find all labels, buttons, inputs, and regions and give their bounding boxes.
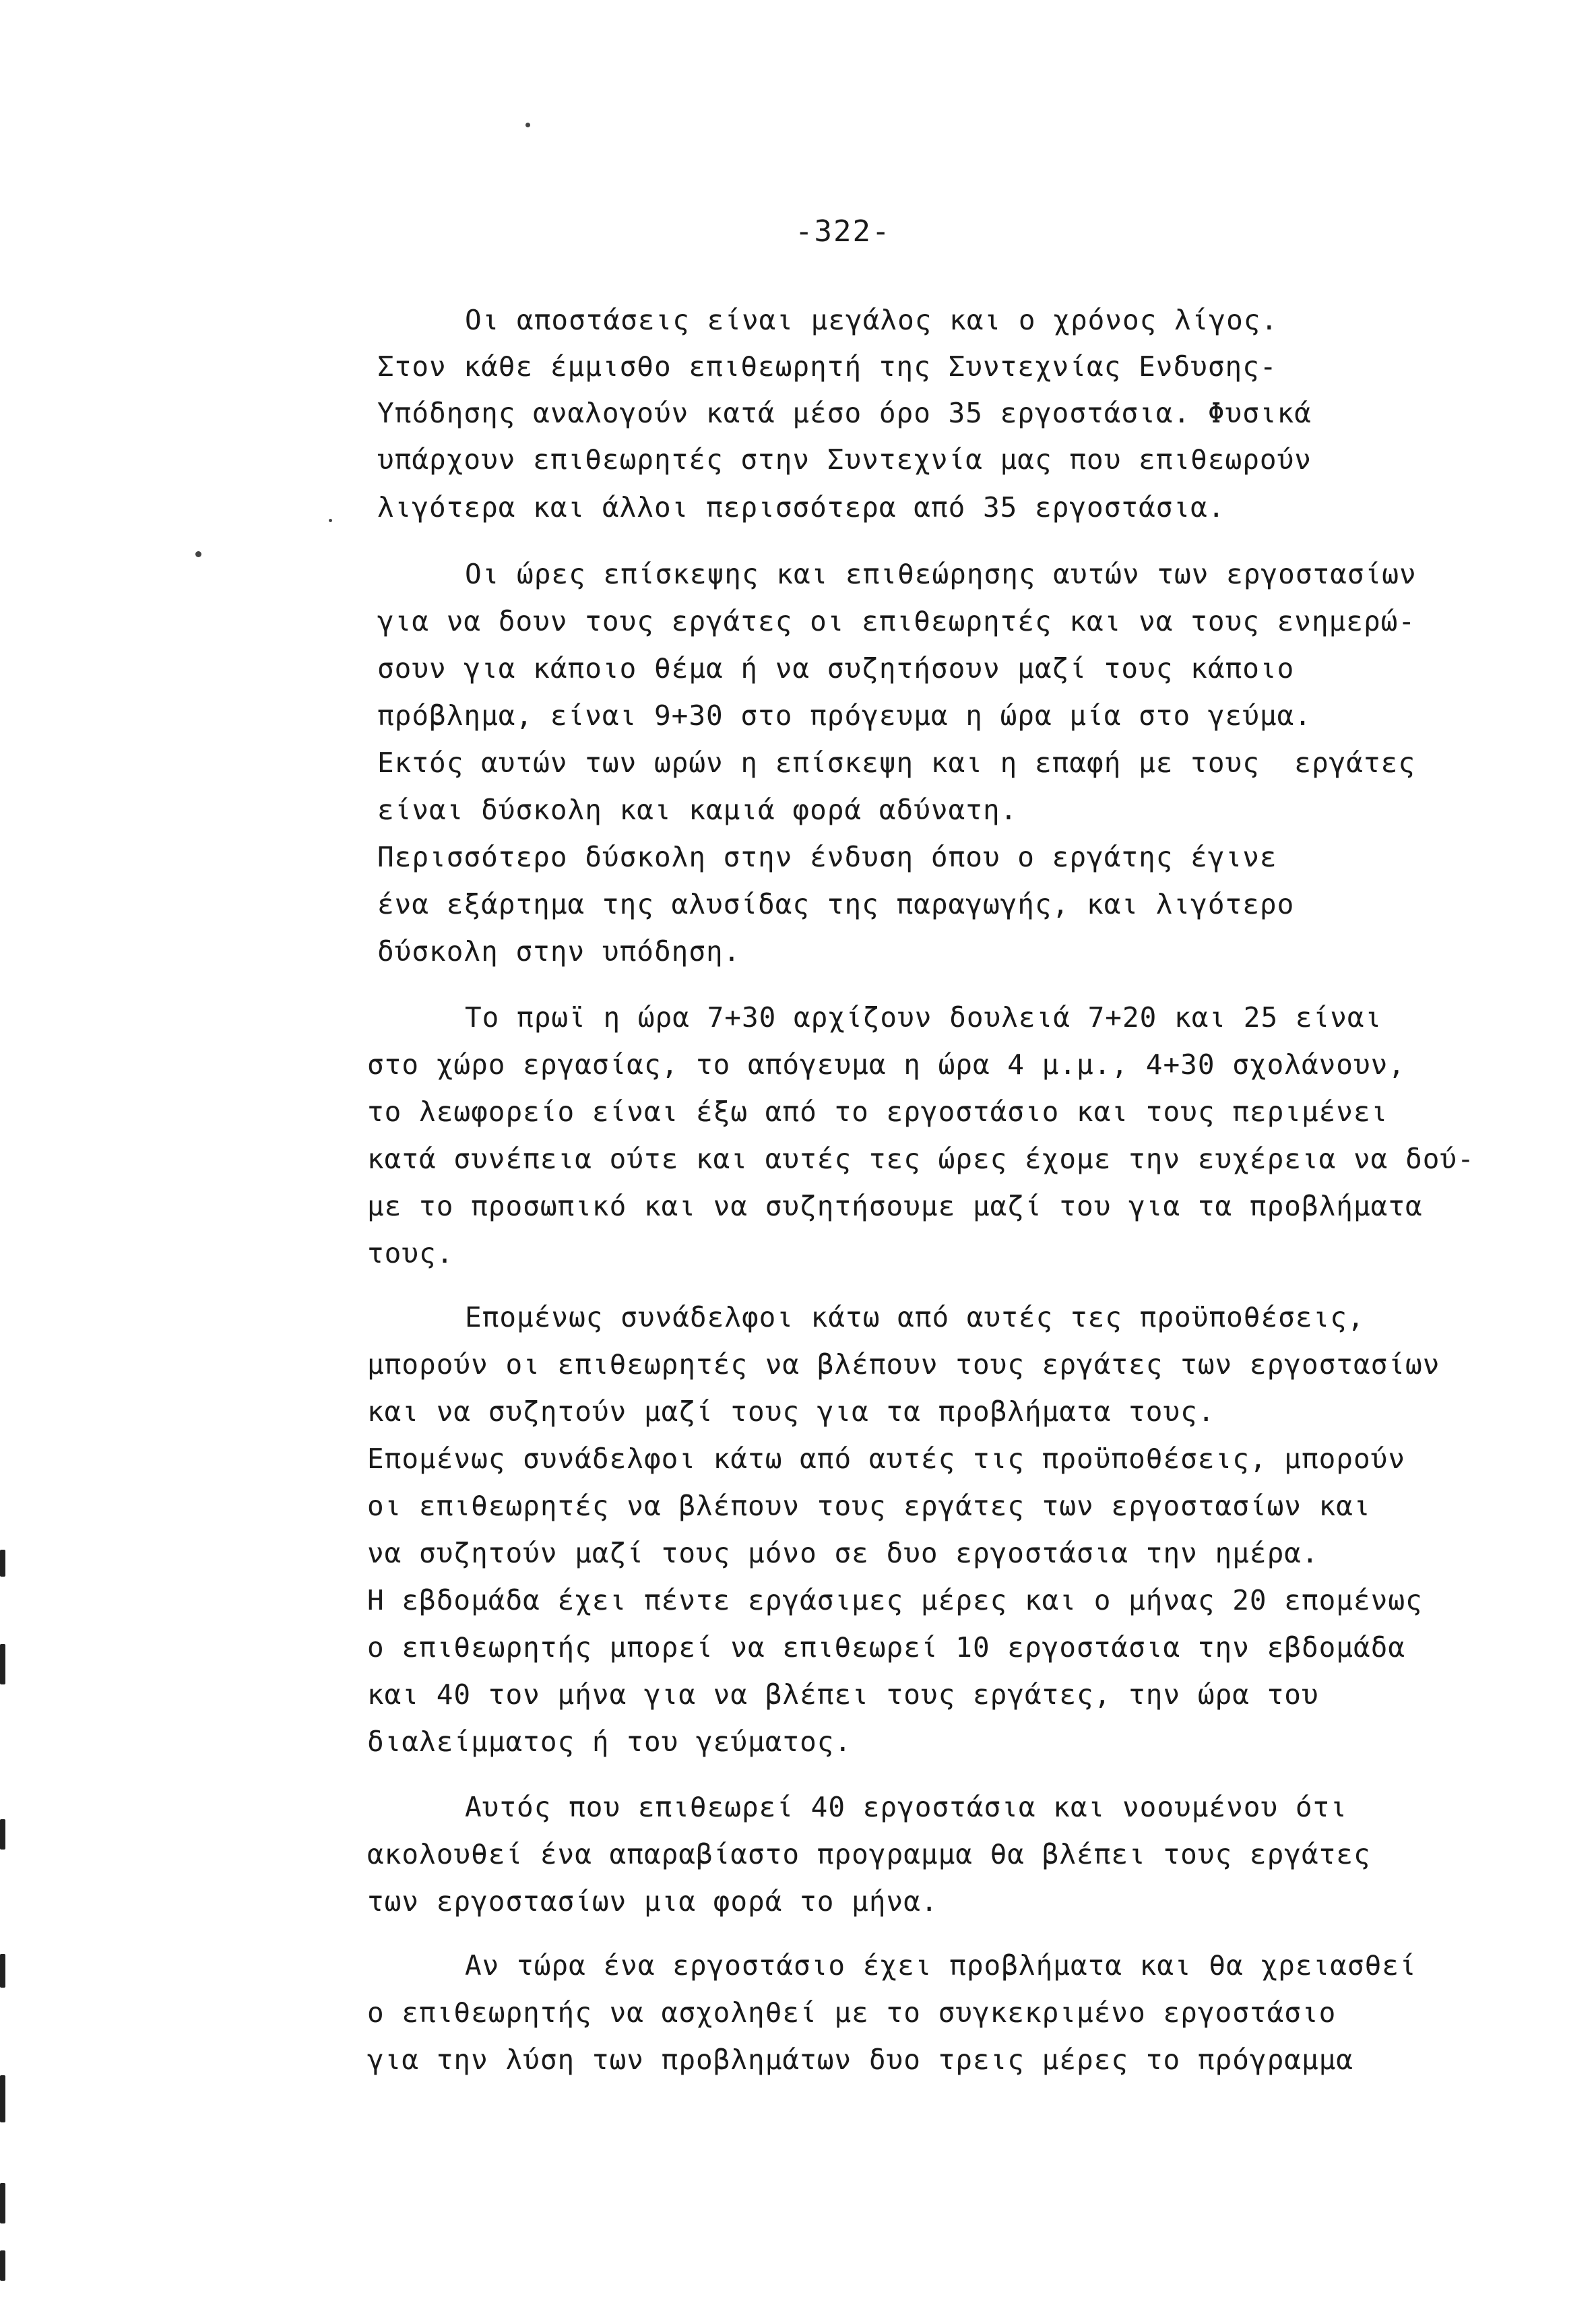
text-line: για την λύση των προβλημάτων δυο τρεις μέρες το πρόγραμμα xyxy=(367,2044,1353,2076)
text-line: ο επιθεωρητής να ασχοληθεί με το συγκεκριμένο εργοστάσιο xyxy=(367,1996,1337,2029)
scan-speck xyxy=(329,519,332,522)
text-line: των εργοστασίων μια φορά το μήνα. xyxy=(367,1885,938,1918)
text-line: οι επιθεωρητές να βλέπουν τους εργάτες των εργοστασίων και xyxy=(367,1490,1371,1522)
scan-speck xyxy=(525,123,530,127)
text-line: Επομένως συνάδελφοι κάτω από αυτές τες προϋποθέσεις, xyxy=(465,1301,1365,1333)
text-line: Αυτός που επιθεωρεί 40 εργοστάσια και νοουμένου ότι xyxy=(465,1791,1347,1823)
text-line: Οι ώρες επίσκεψης και επιθεώρησης αυτών των εργοστασίων xyxy=(465,558,1417,590)
text-line: ένα εξάρτημα της αλυσίδας της παραγωγής, και λιγότερο xyxy=(377,888,1295,920)
text-line: διαλείμματος ή του γεύματος. xyxy=(367,1726,852,1758)
text-line: να συζητούν μαζί τους μόνο σε δυο εργοστάσια την ημέρα. xyxy=(367,1537,1319,1569)
text-line: είναι δύσκολη και καμιά φορά αδύνατη. xyxy=(377,794,1018,826)
scan-margin-mark xyxy=(0,2250,5,2281)
text-line: λιγότερα και άλλοι περισσότερα από 35 εργοστάσια. xyxy=(377,491,1225,524)
text-line: Επομένως συνάδελφοι κάτω από αυτές τις προϋποθέσεις, μπορούν xyxy=(367,1443,1406,1475)
page-number: -322- xyxy=(795,214,891,249)
text-line: ακολουθεί ένα απαραβίαστο προγραμμα θα βλέπει τους εργάτες xyxy=(367,1838,1371,1870)
text-line: δύσκολη στην υπόδηση. xyxy=(377,935,741,968)
text-line: Αν τώρα ένα εργοστάσιο έχει προβλήματα και θα χρειασθεί xyxy=(465,1949,1417,1982)
text-line: πρόβλημα, είναι 9+30 στο πρόγευμα η ώρα μία στο γεύμα. xyxy=(377,699,1312,732)
text-line: με το προσωπικό και να συζητήσουμε μαζί του για τα προβλήματα xyxy=(367,1190,1423,1222)
text-line: Υπόδησης αναλογούν κατά μέσο όρο 35 εργοστάσια. Φυσικά xyxy=(377,397,1312,429)
scan-speck xyxy=(195,551,201,557)
text-line: Εκτός αυτών των ωρών η επίσκεψη και η επαφή με τους εργάτες xyxy=(377,747,1416,779)
text-line: ο επιθεωρητής μπορεί να επιθεωρεί 10 εργοστάσια την εβδομάδα xyxy=(367,1631,1406,1664)
text-line: για να δουν τους εργάτες οι επιθεωρητές και να τους ενημερώ- xyxy=(377,605,1416,637)
text-line: και 40 τον μήνα για να βλέπει τους εργάτες, την ώρα του xyxy=(367,1678,1319,1711)
text-line: Στον κάθε έμμισθο επιθεωρητή της Συντεχνίας Ενδυσης- xyxy=(377,350,1277,383)
scan-margin-mark xyxy=(0,1644,5,1684)
text-line: Η εβδομάδα έχει πέντε εργάσιμες μέρες και ο μήνας 20 επομένως xyxy=(367,1584,1423,1616)
scan-margin-mark xyxy=(0,1550,5,1577)
text-line: Περισσότερο δύσκολη στην ένδυση όπου ο εργάτης έγινε xyxy=(377,841,1277,873)
text-line: κατά συνέπεια ούτε και αυτές τες ώρες έχομε την ευχέρεια να δού- xyxy=(367,1143,1475,1175)
scan-margin-mark xyxy=(0,2075,5,2122)
scan-margin-mark xyxy=(0,2183,5,2223)
text-line: Οι αποστάσεις είναι μεγάλος και ο χρόνος λίγος. xyxy=(465,304,1279,336)
text-line: τους. xyxy=(367,1237,454,1269)
text-line: το λεωφορείο είναι έξω από το εργοστάσιο και τους περιμένει xyxy=(367,1096,1388,1128)
scan-margin-mark xyxy=(0,1819,5,1850)
text-line: στο χώρο εργασίας, το απόγευμα η ώρα 4 μ.μ., 4+30 σχολάνουν, xyxy=(367,1048,1406,1081)
text-line: υπάρχουν επιθεωρητές στην Συντεχνία μας που επιθεωρούν xyxy=(377,443,1312,476)
text-line: σουν για κάποιο θέμα ή να συζητήσουν μαζί τους κάποιο xyxy=(377,652,1295,685)
text-line: και να συζητούν μαζί τους για τα προβλήματα τους. xyxy=(367,1395,1215,1428)
scan-margin-mark xyxy=(0,1954,5,1988)
text-line: μπορούν οι επιθεωρητές να βλέπουν τους εργάτες των εργοστασίων xyxy=(367,1348,1440,1381)
text-line: Το πρωϊ η ώρα 7+30 αρχίζουν δουλειά 7+20 και 25 είναι xyxy=(465,1001,1382,1034)
